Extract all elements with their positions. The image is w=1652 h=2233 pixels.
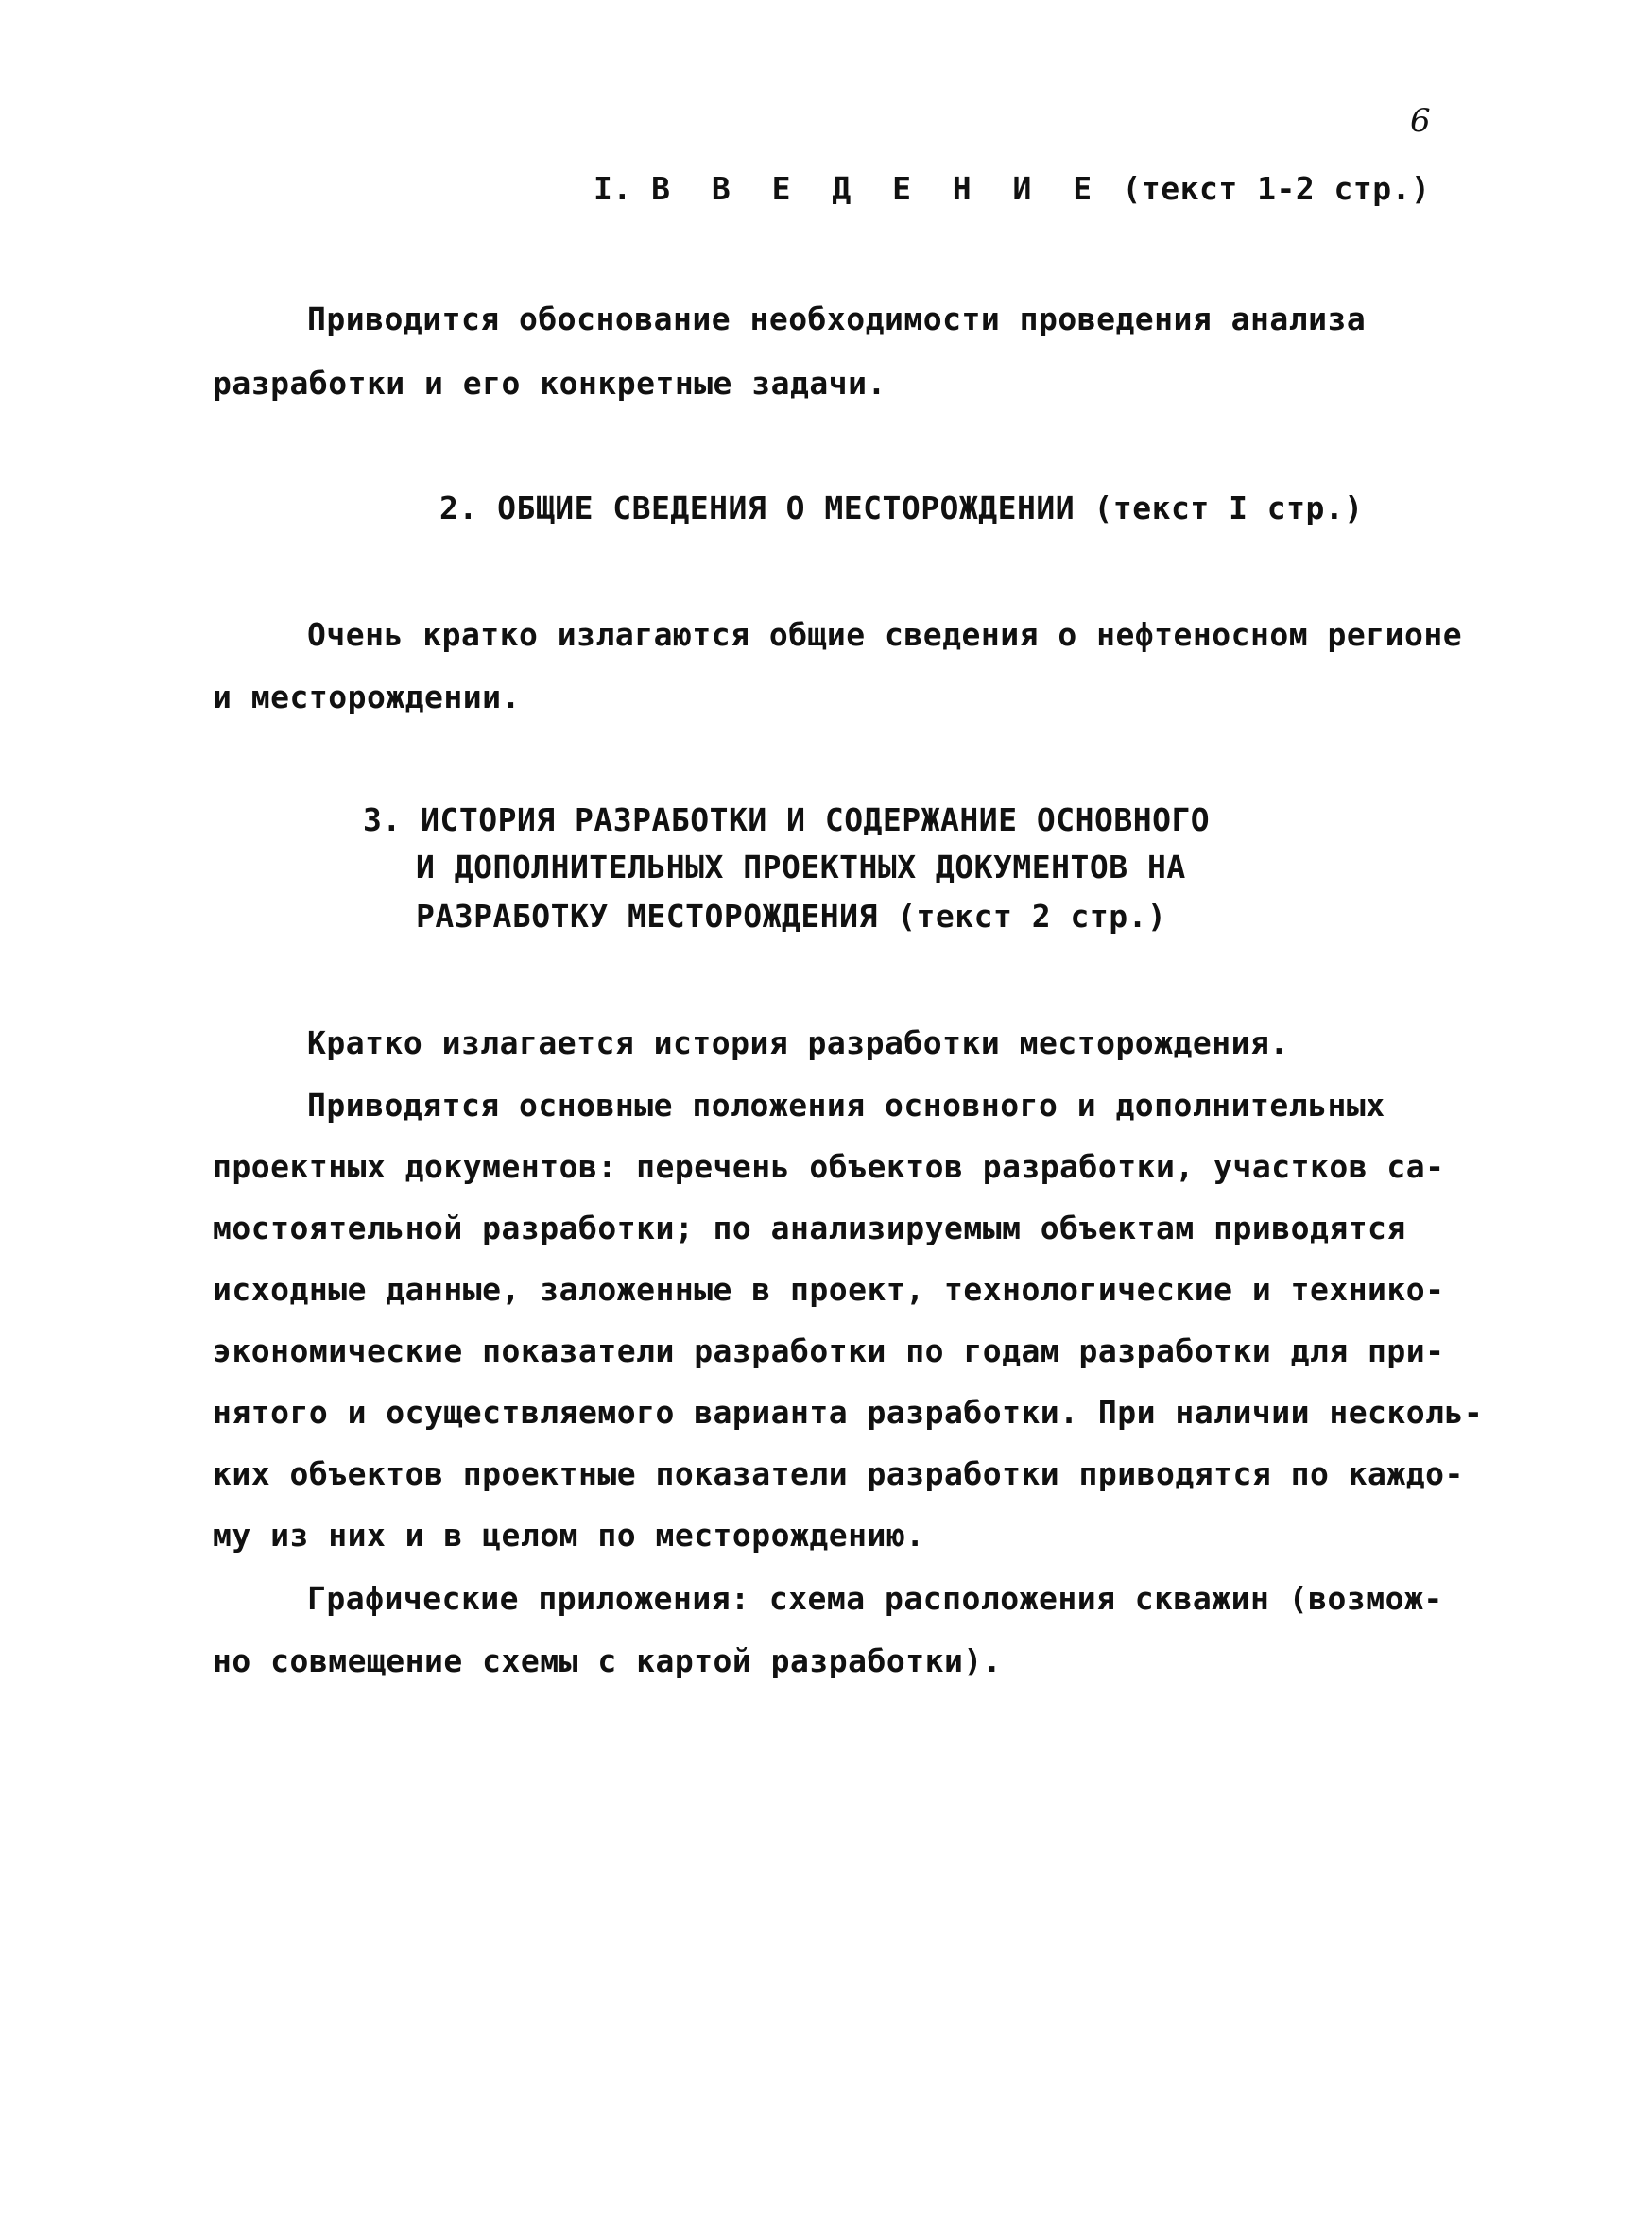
section-3-heading-line: РАЗРАБОТКУ МЕСТОРОЖДЕНИЯ (текст 2 стр.) (416, 898, 1167, 935)
paragraph-line: но совмещение схемы с картой разработки). (213, 1642, 1003, 1679)
section-3-heading-line: 3. ИСТОРИЯ РАЗРАБОТКИ И СОДЕРЖАНИЕ ОСНОВНОГО (363, 801, 1211, 838)
section-1-title: В В Е Д Е Н И Е (651, 170, 1104, 207)
paragraph-line: проектных документов: перечень объектов разработки, участков са- (213, 1148, 1445, 1185)
paragraph-line: Очень кратко излагаются общие сведения о нефтеносном регионе (307, 616, 1463, 653)
page-number: 6 (1410, 102, 1431, 140)
section-3-heading-line: И ДОПОЛНИТЕЛЬНЫХ ПРОЕКТНЫХ ДОКУМЕНТОВ НА (416, 849, 1186, 885)
paragraph-line: Кратко излагается история разработки месторождения. (307, 1024, 1289, 1061)
paragraph-line: мостоятельной разработки; по анализируемым объектам приводятся (213, 1210, 1406, 1246)
section-2-heading: 2. ОБЩИЕ СВЕДЕНИЯ О МЕСТОРОЖДЕНИИ (текст I стр.) (439, 490, 1364, 526)
paragraph-line: и месторождении. (213, 678, 521, 715)
paragraph-line: нятого и осуществляемого варианта разработки. При наличии несколь- (213, 1394, 1484, 1431)
section-1-note: (текст 1-2 стр.) (1122, 170, 1431, 207)
paragraph-line: ких объектов проектные показатели разработки приводятся по каждо- (213, 1455, 1464, 1492)
paragraph-line: экономические показатели разработки по годам разработки для при- (213, 1332, 1445, 1369)
section-1-number: I. (594, 170, 632, 207)
paragraph-line: Приводится обоснование необходимости проведения анализа (307, 301, 1367, 337)
paragraph-line: Графические приложения: схема расположения скважин (возмож- (307, 1580, 1443, 1617)
paragraph-line: му из них и в целом по месторождению. (213, 1517, 925, 1554)
section-1-heading (594, 170, 1430, 207)
paragraph-line: Приводятся основные положения основного и дополнительных (307, 1087, 1385, 1124)
paragraph-line: исходные данные, заложенные в проект, технологические и технико- (213, 1271, 1445, 1308)
paragraph-line: разработки и его конкретные задачи. (213, 365, 886, 402)
